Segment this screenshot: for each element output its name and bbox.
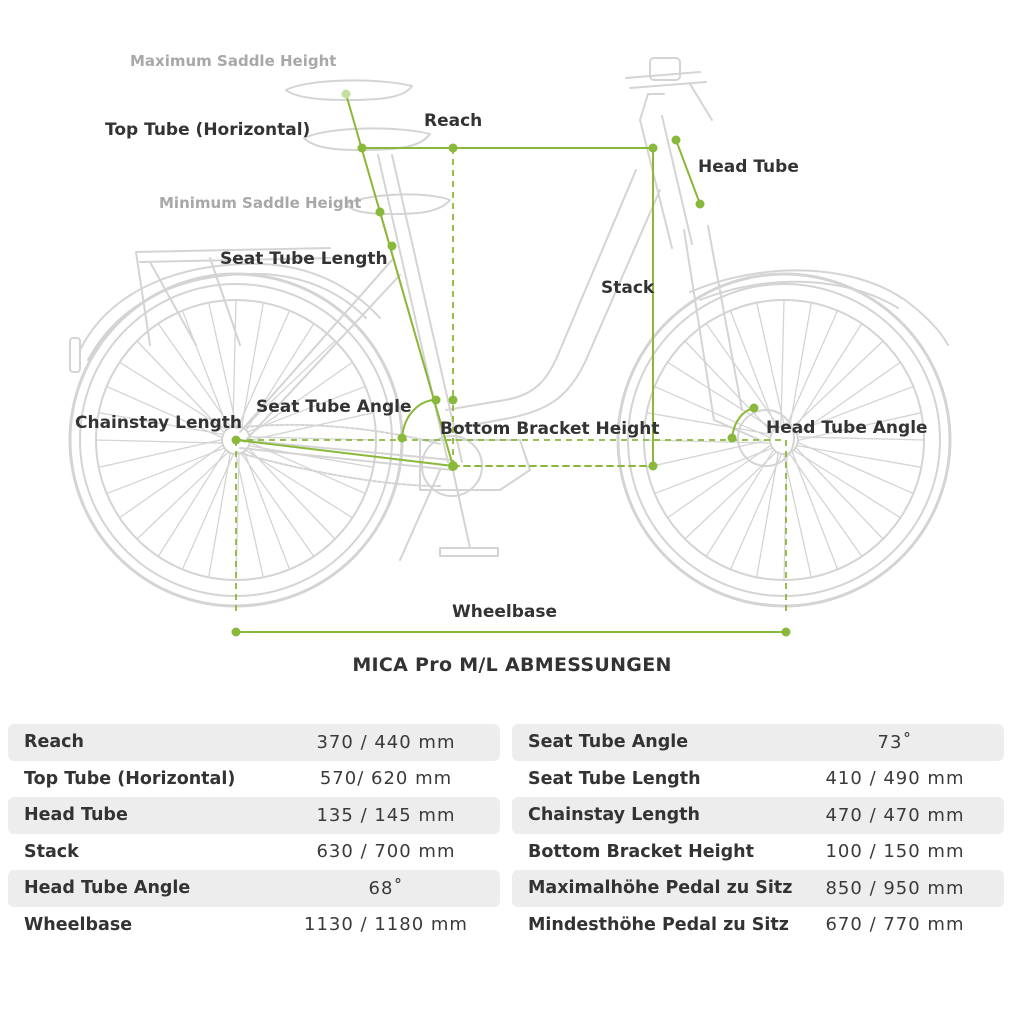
spec-label: Reach [24,732,84,753]
spec-label: Stack [24,841,79,862]
head-tube [640,116,692,248]
spoke [792,451,838,569]
spoke [99,440,222,468]
spec-value: 100 / 150 mm [825,841,965,863]
spoke [644,440,770,443]
saddle-mid [304,128,430,150]
label-top-tube: Top Tube (Horizontal) [105,120,311,140]
spec-label: Seat Tube Length [528,768,701,789]
spec-value: 850 / 950 mm [825,877,965,899]
spec-value: 68˚ [368,877,404,899]
label-stack: Stack [601,278,655,298]
label-reach: Reach [424,111,483,131]
spoke [182,311,228,429]
spec-label: Chainstay Length [528,805,700,826]
stem [640,94,664,120]
spec-value: 470 / 470 mm [825,804,965,826]
label-head-tube-angle: Head Tube Angle [766,418,928,438]
crank [440,466,498,556]
label-min-saddle-height: Minimum Saddle Height [159,194,362,212]
spoke [107,448,225,494]
spec-row [8,834,500,871]
spec-label: Top Tube (Horizontal) [24,768,236,789]
spec-table-left [8,724,500,943]
spoke [784,454,812,577]
spec-row [512,834,1004,871]
spoke [244,451,290,569]
spec-label: Head Tube [24,805,128,826]
diagram-title: MICA Pro M/L ABMESSUNGEN [352,654,672,676]
bike-outline [70,58,950,606]
spec-row [512,724,1004,761]
spec-row [512,797,1004,834]
label-wheelbase: Wheelbase [452,602,558,622]
brake-lever [690,84,712,120]
spoke [655,448,773,494]
spec-value: 1130 / 1180 mm [304,914,468,936]
spec-value: 370 / 440 mm [316,731,456,753]
spec-row [8,907,500,944]
spoke [236,454,264,577]
spec-value: 670 / 770 mm [825,914,965,936]
spec-row [512,907,1004,944]
spec-row [8,870,500,907]
spec-label: Mindesthöhe Pedal zu Sitz [528,914,789,935]
spec-value: 630 / 700 mm [316,841,456,863]
spec-label: Wheelbase [24,914,133,935]
label-max-saddle-height: Maximum Saddle Height [130,52,337,70]
spec-table-right [512,724,1004,943]
spoke [96,440,222,443]
spoke [647,440,770,468]
spoke [781,300,784,426]
spec-label: Head Tube Angle [24,878,191,899]
dashed-guides [236,148,786,612]
spec-row [512,870,1004,907]
grip [650,58,680,80]
label-seat-tube-length: Seat Tube Length [220,249,388,269]
spec-row [512,761,1004,798]
spoke [757,303,785,426]
spec-row [8,724,500,761]
spec-row [8,797,500,834]
spec-label: Maximalhöhe Pedal zu Sitz [528,878,793,899]
label-seat-tube-angle: Seat Tube Angle [256,397,412,417]
spec-label: Seat Tube Angle [528,732,689,753]
saddle-min [346,194,450,214]
label-head-tube: Head Tube [698,157,799,177]
spec-value: 73˚ [877,731,913,753]
spec-value: 570/ 620 mm [319,768,453,790]
spec-label: Bottom Bracket Height [528,841,754,862]
label-chainstay-length: Chainstay Length [75,413,243,433]
spec-row [8,761,500,798]
spoke [233,300,236,426]
spec-value: 135 / 145 mm [316,804,456,826]
label-bottom-bracket-height: Bottom Bracket Height [440,419,660,439]
rear-light [70,338,80,372]
spec-value: 410 / 490 mm [825,768,965,790]
